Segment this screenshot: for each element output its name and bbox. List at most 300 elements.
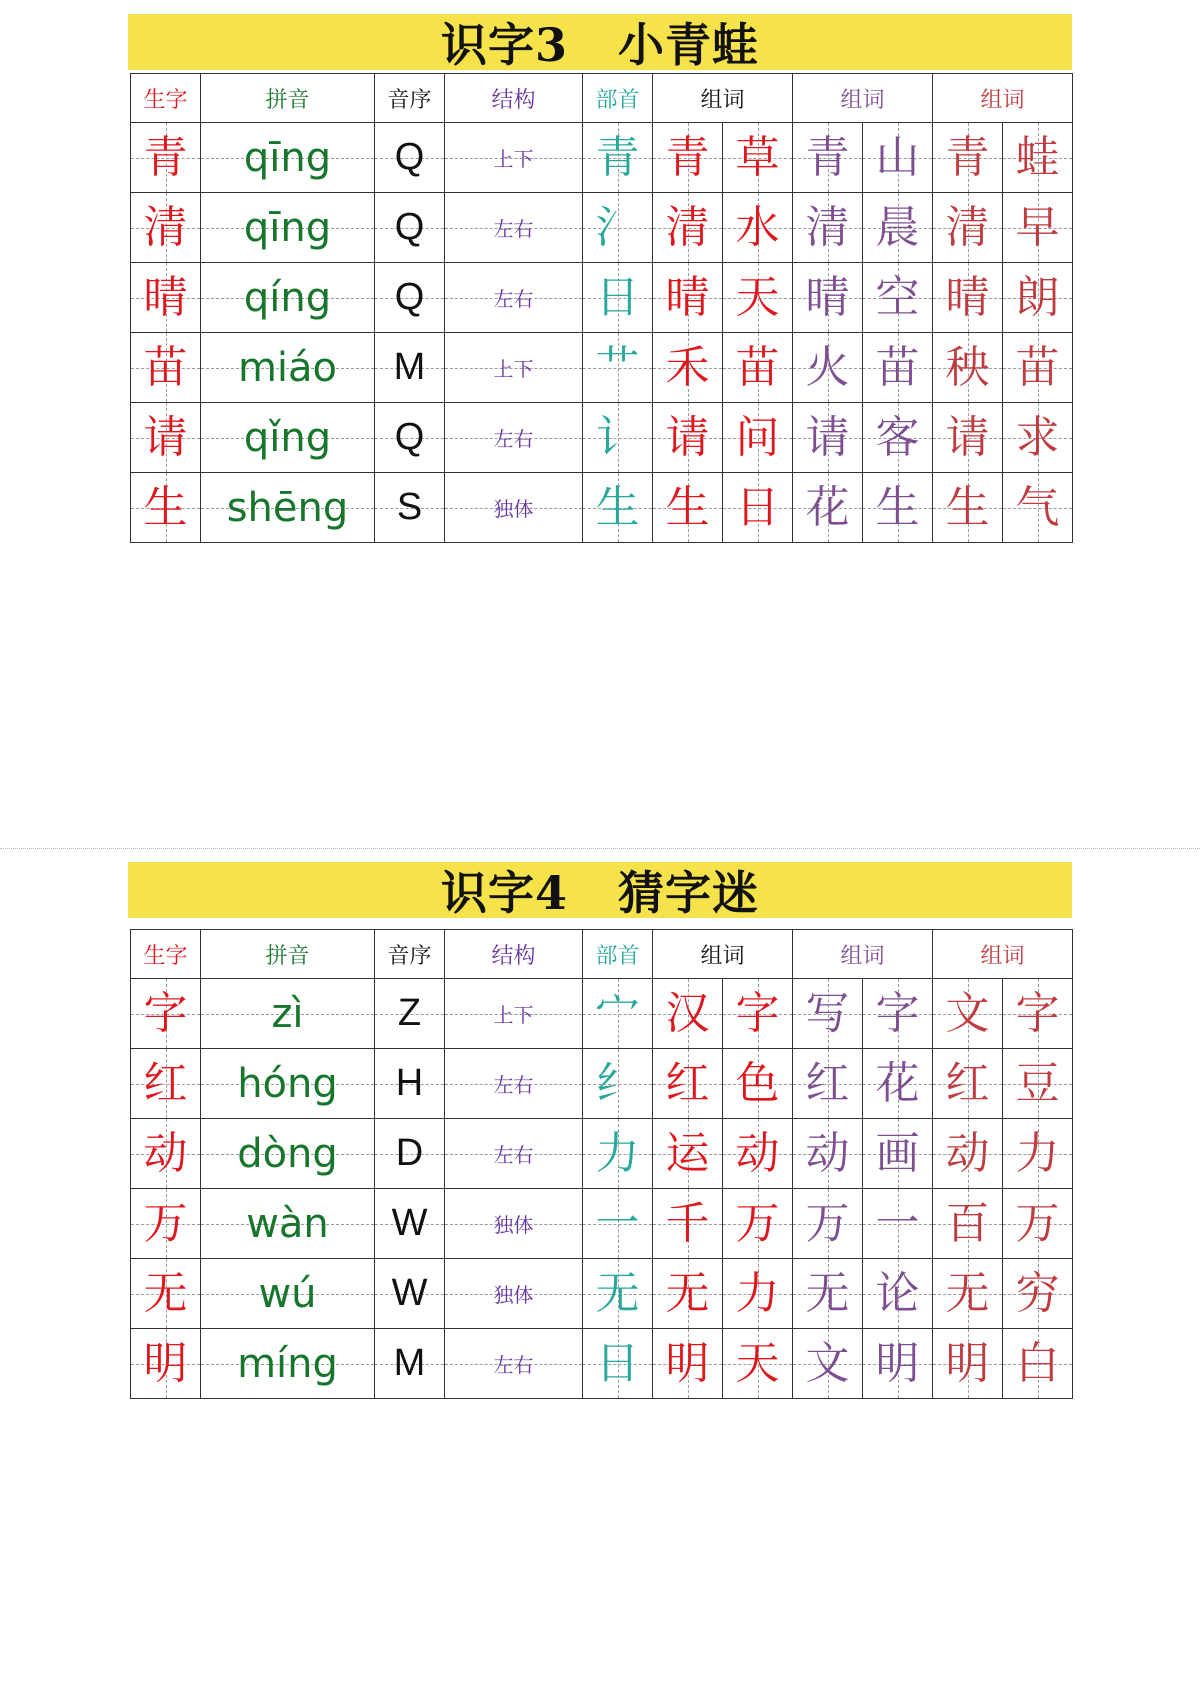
word-cell — [933, 123, 1003, 193]
word-cell — [723, 1189, 793, 1259]
word-cell — [1003, 1189, 1073, 1259]
word-cell — [1003, 473, 1073, 543]
radical-cell — [583, 1329, 653, 1399]
word-cell — [723, 1119, 793, 1189]
radical: 纟 — [595, 1057, 640, 1109]
header-words-3: 组词 — [933, 74, 1073, 123]
word-cell — [863, 1259, 933, 1329]
new-character-cell — [131, 193, 201, 263]
new-character: 无 — [143, 1267, 188, 1319]
word-cell — [653, 979, 723, 1049]
word-cell — [723, 473, 793, 543]
word-character: 请 — [945, 411, 990, 463]
word-character: 无 — [665, 1267, 710, 1319]
word-character: 晴 — [945, 271, 990, 323]
word-cell — [933, 333, 1003, 403]
word-cell — [863, 333, 933, 403]
word-character: 早 — [1015, 201, 1060, 253]
initial-letter: Z — [397, 992, 422, 1034]
structure-cell — [445, 1119, 583, 1189]
word-cell — [793, 1119, 863, 1189]
radical-cell — [583, 1259, 653, 1329]
header-char: 生字 — [131, 74, 201, 123]
initial-letter: W — [391, 1272, 428, 1314]
new-character-cell — [131, 1329, 201, 1399]
word-character: 客 — [875, 411, 920, 463]
word-cell — [653, 1049, 723, 1119]
lesson-card-2 — [128, 862, 1072, 1389]
word-cell — [653, 123, 723, 193]
structure: 独体 — [493, 1213, 534, 1237]
word-character: 生 — [875, 481, 920, 533]
initial-letter-cell — [375, 979, 445, 1049]
pinyin: míng — [237, 1340, 338, 1387]
word-character: 万 — [805, 1197, 850, 1249]
structure: 左右 — [493, 1353, 534, 1377]
word-character: 苗 — [735, 341, 780, 393]
structure: 上下 — [493, 147, 534, 171]
word-cell — [653, 1259, 723, 1329]
word-cell — [863, 1119, 933, 1189]
structure: 独体 — [493, 1283, 534, 1307]
initial-letter-cell — [375, 1189, 445, 1259]
word-character: 青 — [665, 131, 710, 183]
word-cell — [793, 1049, 863, 1119]
word-cell — [723, 193, 793, 263]
word-character: 清 — [805, 201, 850, 253]
initial-letter: Q — [394, 206, 425, 248]
word-character: 山 — [875, 131, 920, 183]
word-cell — [793, 1189, 863, 1259]
word-cell — [933, 263, 1003, 333]
word-cell — [933, 193, 1003, 263]
pinyin: wàn — [246, 1200, 329, 1247]
pinyin-cell — [201, 1049, 375, 1119]
initial-letter-cell — [375, 123, 445, 193]
word-character: 晴 — [665, 271, 710, 323]
header-row — [131, 930, 1073, 979]
new-character-cell — [131, 403, 201, 473]
initial-letter: Q — [394, 136, 425, 178]
word-character: 日 — [735, 481, 780, 533]
word-cell — [653, 193, 723, 263]
word-character: 青 — [945, 131, 990, 183]
word-character: 天 — [735, 271, 780, 323]
initial-letter: S — [396, 486, 423, 528]
pinyin-cell — [201, 473, 375, 543]
word-cell — [723, 979, 793, 1049]
word-character: 禾 — [665, 341, 710, 393]
pinyin-cell — [201, 1119, 375, 1189]
pinyin-cell — [201, 403, 375, 473]
pinyin: wú — [258, 1270, 317, 1317]
header-words-2: 组词 — [793, 74, 933, 123]
word-cell — [723, 263, 793, 333]
word-cell — [1003, 263, 1073, 333]
initial-letter-cell — [375, 333, 445, 403]
word-character: 清 — [665, 201, 710, 253]
radical: 力 — [595, 1127, 640, 1179]
word-character: 一 — [875, 1197, 920, 1249]
word-character: 论 — [875, 1267, 920, 1319]
pinyin: qǐng — [243, 414, 332, 461]
word-cell — [933, 1119, 1003, 1189]
word-character: 草 — [735, 131, 780, 183]
pinyin-cell — [201, 333, 375, 403]
word-character: 穷 — [1015, 1267, 1060, 1319]
structure: 左右 — [493, 217, 534, 241]
pinyin: qīng — [243, 134, 332, 181]
initial-letter-cell — [375, 1329, 445, 1399]
word-cell — [653, 473, 723, 543]
word-cell — [1003, 193, 1073, 263]
radical: 日 — [595, 1337, 640, 1389]
word-cell — [863, 123, 933, 193]
new-character: 晴 — [143, 271, 188, 323]
pinyin: qīng — [243, 204, 332, 251]
pinyin: qíng — [243, 274, 332, 321]
table-row — [131, 263, 1073, 333]
header-pinyin: 拼音 — [201, 74, 375, 123]
new-character-cell — [131, 473, 201, 543]
pinyin: zì — [271, 990, 304, 1037]
word-cell — [933, 1329, 1003, 1399]
word-cell — [863, 979, 933, 1049]
header-pinyin: 拼音 — [201, 930, 375, 979]
word-character: 百 — [945, 1197, 990, 1249]
word-character: 苗 — [875, 341, 920, 393]
word-cell — [863, 473, 933, 543]
word-character: 晨 — [875, 201, 920, 253]
word-character: 力 — [1015, 1127, 1060, 1179]
table-row — [131, 193, 1073, 263]
header-letter: 音序 — [375, 74, 445, 123]
word-cell — [793, 333, 863, 403]
new-character-cell — [131, 263, 201, 333]
word-cell — [933, 1259, 1003, 1329]
new-character: 万 — [143, 1197, 188, 1249]
radical-cell — [583, 1049, 653, 1119]
structure: 左右 — [493, 1143, 534, 1167]
word-character: 生 — [665, 481, 710, 533]
header-words-1: 组词 — [653, 74, 793, 123]
word-character: 动 — [945, 1127, 990, 1179]
lesson-title-prefix: 识字3 — [440, 18, 568, 72]
word-cell — [653, 333, 723, 403]
word-cell — [1003, 979, 1073, 1049]
word-character: 运 — [665, 1127, 710, 1179]
initial-letter: Q — [394, 416, 425, 458]
initial-letter: W — [391, 1202, 428, 1244]
table-row — [131, 1189, 1073, 1259]
word-character: 青 — [805, 131, 850, 183]
initial-letter-cell — [375, 1259, 445, 1329]
header-words-2: 组词 — [793, 930, 933, 979]
word-character: 豆 — [1015, 1057, 1060, 1109]
word-character: 白 — [1015, 1337, 1060, 1389]
word-character: 无 — [805, 1267, 850, 1319]
word-character: 万 — [1015, 1197, 1060, 1249]
header-structure: 结构 — [445, 930, 583, 979]
word-cell — [723, 1329, 793, 1399]
word-character: 汉 — [665, 987, 710, 1039]
word-character: 生 — [945, 481, 990, 533]
header-row — [131, 74, 1073, 123]
initial-letter: D — [395, 1132, 424, 1174]
pinyin: shēng — [226, 484, 349, 531]
radical-cell — [583, 1119, 653, 1189]
table-row — [131, 333, 1073, 403]
header-words-1: 组词 — [653, 930, 793, 979]
initial-letter-cell — [375, 263, 445, 333]
word-cell — [933, 1189, 1003, 1259]
word-cell — [1003, 1259, 1073, 1329]
new-character-cell — [131, 123, 201, 193]
structure: 左右 — [493, 287, 534, 311]
word-cell — [863, 193, 933, 263]
radical-cell — [583, 263, 653, 333]
radical: 宀 — [595, 987, 640, 1039]
initial-letter-cell — [375, 193, 445, 263]
word-character: 气 — [1015, 481, 1060, 533]
new-character-cell — [131, 1259, 201, 1329]
word-cell — [863, 403, 933, 473]
lesson-title-name: 猜字迷 — [618, 866, 759, 920]
table-row — [131, 1119, 1073, 1189]
new-character: 青 — [143, 131, 188, 183]
new-character: 明 — [143, 1337, 188, 1389]
word-cell — [723, 1049, 793, 1119]
word-cell — [793, 1259, 863, 1329]
word-character: 力 — [735, 1267, 780, 1319]
radical: 艹 — [595, 341, 640, 393]
radical-cell — [583, 1189, 653, 1259]
new-character: 生 — [143, 481, 188, 533]
radical-cell — [583, 333, 653, 403]
word-cell — [933, 1049, 1003, 1119]
word-cell — [653, 1119, 723, 1189]
word-character: 字 — [735, 987, 780, 1039]
word-character: 红 — [805, 1057, 850, 1109]
initial-letter: H — [395, 1062, 424, 1104]
radical-cell — [583, 123, 653, 193]
word-character: 文 — [945, 987, 990, 1039]
word-character: 朗 — [1015, 271, 1060, 323]
word-cell — [793, 1329, 863, 1399]
word-cell — [863, 263, 933, 333]
word-character: 蛙 — [1015, 131, 1060, 183]
header-words-3: 组词 — [933, 930, 1073, 979]
new-character: 字 — [143, 987, 188, 1039]
word-cell — [653, 1329, 723, 1399]
character-table — [130, 73, 1073, 543]
new-character: 红 — [143, 1057, 188, 1109]
new-character: 清 — [143, 201, 188, 253]
word-cell — [793, 979, 863, 1049]
word-cell — [863, 1049, 933, 1119]
word-cell — [793, 263, 863, 333]
header-radical: 部首 — [583, 930, 653, 979]
new-character-cell — [131, 333, 201, 403]
new-character-cell — [131, 1119, 201, 1189]
pinyin-cell — [201, 1259, 375, 1329]
lesson-title-prefix: 识字4 — [440, 866, 568, 920]
word-character: 花 — [875, 1057, 920, 1109]
new-character: 请 — [143, 411, 188, 463]
table-row — [131, 123, 1073, 193]
header-letter: 音序 — [375, 930, 445, 979]
radical: 日 — [595, 271, 640, 323]
word-cell — [1003, 333, 1073, 403]
word-character: 请 — [665, 411, 710, 463]
word-character: 千 — [665, 1197, 710, 1249]
word-character: 空 — [875, 271, 920, 323]
header-char: 生字 — [131, 930, 201, 979]
radical-cell — [583, 403, 653, 473]
word-character: 红 — [945, 1057, 990, 1109]
new-character-cell — [131, 979, 201, 1049]
table-row — [131, 403, 1073, 473]
word-cell — [863, 1189, 933, 1259]
initial-letter-cell — [375, 473, 445, 543]
new-character: 苗 — [143, 341, 188, 393]
word-character: 写 — [805, 987, 850, 1039]
word-character: 字 — [875, 987, 920, 1039]
pinyin-cell — [201, 193, 375, 263]
word-character: 文 — [805, 1337, 850, 1389]
word-character: 晴 — [805, 271, 850, 323]
lesson-title-name: 小青蛙 — [618, 18, 759, 72]
structure-cell — [445, 123, 583, 193]
word-cell — [723, 333, 793, 403]
structure: 左右 — [493, 427, 534, 451]
word-character: 问 — [735, 411, 780, 463]
word-character: 求 — [1015, 411, 1060, 463]
word-character: 清 — [945, 201, 990, 253]
word-cell — [723, 403, 793, 473]
word-cell — [1003, 123, 1073, 193]
initial-letter: M — [393, 346, 426, 388]
radical-cell — [583, 473, 653, 543]
table-row — [131, 1049, 1073, 1119]
word-character: 花 — [805, 481, 850, 533]
word-cell — [793, 403, 863, 473]
pinyin-cell — [201, 979, 375, 1049]
initial-letter-cell — [375, 1049, 445, 1119]
structure-cell — [445, 979, 583, 1049]
word-cell — [653, 1189, 723, 1259]
word-character: 火 — [805, 341, 850, 393]
pinyin: hóng — [237, 1060, 338, 1107]
pinyin: miáo — [237, 344, 338, 391]
new-character-cell — [131, 1049, 201, 1119]
radical: 生 — [595, 481, 640, 533]
word-character: 明 — [665, 1337, 710, 1389]
radical: 一 — [595, 1197, 640, 1249]
word-character: 字 — [1015, 987, 1060, 1039]
new-character-cell — [131, 1189, 201, 1259]
word-cell — [933, 979, 1003, 1049]
word-character: 明 — [875, 1337, 920, 1389]
structure-cell — [445, 193, 583, 263]
word-cell — [1003, 1329, 1073, 1399]
pinyin-cell — [201, 1189, 375, 1259]
word-character: 色 — [735, 1057, 780, 1109]
structure-cell — [445, 403, 583, 473]
radical: 无 — [595, 1267, 640, 1319]
word-character: 动 — [805, 1127, 850, 1179]
word-cell — [863, 1329, 933, 1399]
structure: 左右 — [493, 1073, 534, 1097]
structure-cell — [445, 263, 583, 333]
word-cell — [933, 473, 1003, 543]
structure-cell — [445, 1329, 583, 1399]
word-character: 动 — [735, 1127, 780, 1179]
word-character: 请 — [805, 411, 850, 463]
word-cell — [653, 263, 723, 333]
pinyin: dòng — [237, 1130, 338, 1177]
header-structure: 结构 — [445, 74, 583, 123]
radical: 讠 — [595, 411, 640, 463]
table-row — [131, 979, 1073, 1049]
word-character: 明 — [945, 1337, 990, 1389]
word-cell — [1003, 403, 1073, 473]
word-cell — [653, 403, 723, 473]
structure-cell — [445, 1049, 583, 1119]
structure: 上下 — [493, 1003, 534, 1027]
word-character: 红 — [665, 1057, 710, 1109]
word-character: 无 — [945, 1267, 990, 1319]
pinyin-cell — [201, 123, 375, 193]
radical-cell — [583, 979, 653, 1049]
word-character: 秧 — [945, 341, 990, 393]
word-cell — [723, 123, 793, 193]
structure-cell — [445, 1259, 583, 1329]
new-character: 动 — [143, 1127, 188, 1179]
lesson-title-banner — [128, 862, 1072, 918]
structure: 上下 — [493, 357, 534, 381]
structure-cell — [445, 333, 583, 403]
word-character: 天 — [735, 1337, 780, 1389]
table-row — [131, 1329, 1073, 1399]
word-cell — [1003, 1119, 1073, 1189]
word-cell — [793, 123, 863, 193]
word-cell — [793, 473, 863, 543]
initial-letter: Q — [394, 276, 425, 318]
word-character: 苗 — [1015, 341, 1060, 393]
radical: 青 — [595, 131, 640, 183]
initial-letter: M — [393, 1342, 426, 1384]
word-cell — [933, 403, 1003, 473]
initial-letter-cell — [375, 403, 445, 473]
character-table — [130, 929, 1073, 1399]
table-row — [131, 473, 1073, 543]
page-divider — [0, 848, 1200, 849]
pinyin-cell — [201, 1329, 375, 1399]
table-row — [131, 1259, 1073, 1329]
word-character: 万 — [735, 1197, 780, 1249]
structure-cell — [445, 1189, 583, 1259]
structure-cell — [445, 473, 583, 543]
radical-cell — [583, 193, 653, 263]
lesson-card-1 — [128, 14, 1072, 533]
word-cell — [793, 193, 863, 263]
header-radical: 部首 — [583, 74, 653, 123]
word-character: 画 — [875, 1127, 920, 1179]
word-cell — [723, 1259, 793, 1329]
lesson-title-banner — [128, 14, 1072, 70]
structure: 独体 — [493, 497, 534, 521]
